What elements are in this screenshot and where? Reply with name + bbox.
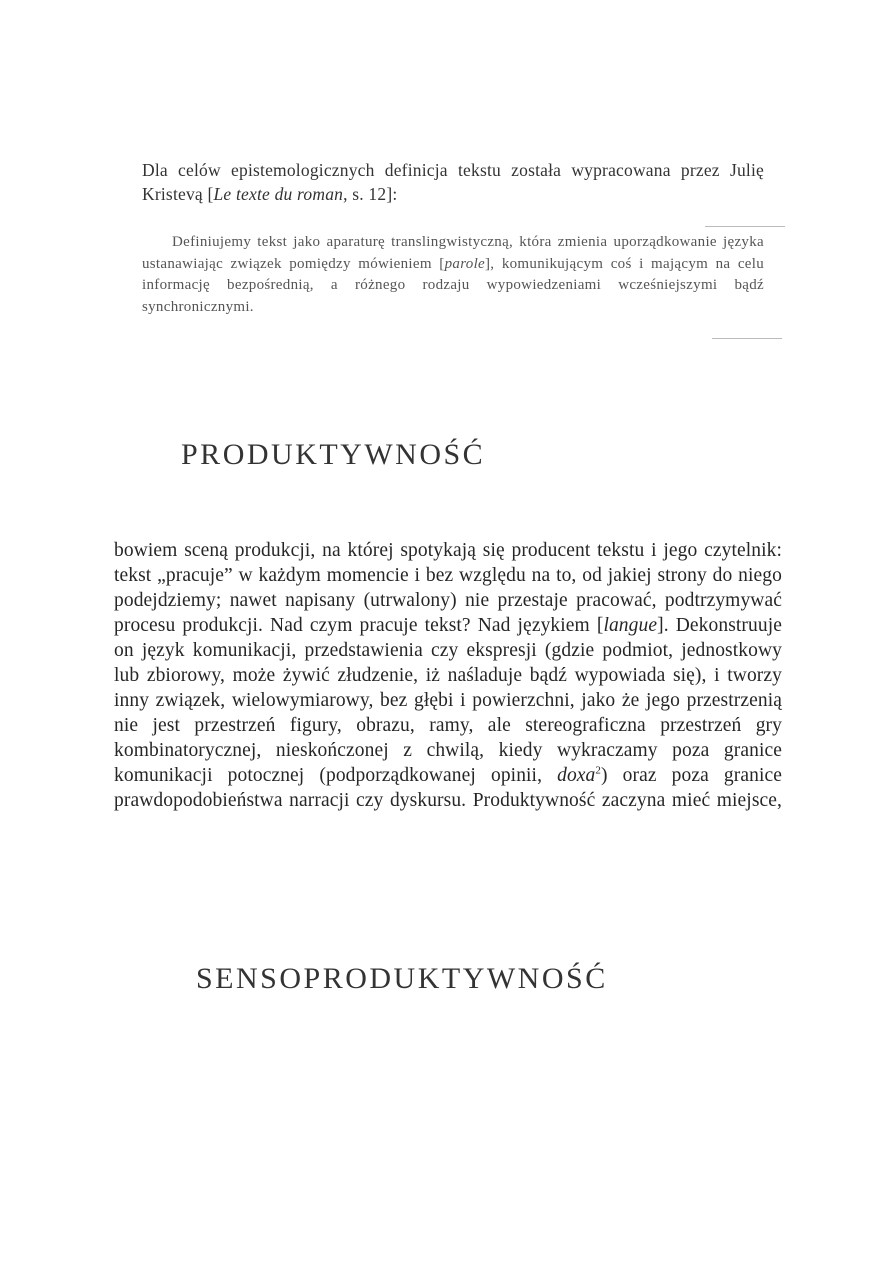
- body-text: [114, 538, 782, 813]
- body-part-3: ) oraz poza granice prawdopodobieństwa narracji czy dyskursu. Produktywność zaczyna mieć miejsce,: [114, 765, 782, 811]
- intro-text: [142, 158, 764, 206]
- intro-text-part-1: Dla celów epistemologicznych definicja tekstu została wypracowana przez Julię Kristevą [: [142, 160, 764, 204]
- quote-part-1: Definiujemy tekst jako aparaturę translingwistyczną, która zmienia uporządkowanie języka ustanawiając związek pomiędzy mówieniem [: [142, 234, 764, 272]
- body-paragraph: [114, 538, 782, 813]
- book-title: Le texte du roman: [213, 184, 344, 204]
- heading-sensoproduktywnosc: SENSOPRODUKTYWNOŚĆ: [196, 962, 608, 995]
- quote-part-2: ], komunikującym coś i mającym na celu informację bezpośrednią, a różnego rodzaju wypowiedzeniami wcześniejszymi bądź synchronicznymi.: [142, 255, 764, 315]
- body-part-2: ]. Dekonstruuje on język komunikacji, przedstawienia czy ekspresji (gdzie podmiot, jednostkowy lub zbiorowy, może żywić złudzenie, iż naśladuje bądź wypowiada się), i tworzy inny związek, wielowymiarowy, bez głębi i powierzchni, jako że jego przestrzenią nie jest przestrzeń figury, obrazu, ramy, ale stereograficzna przestrzeń gry kombinatorycznej, nieskończonej z chwilą, kiedy wykraczamy poza granice komunikacji potocznej (podporządkowanej opinii,: [114, 615, 782, 786]
- quote-text: [142, 232, 764, 318]
- heading-produktywnosc: PRODUKTYWNOŚĆ: [181, 438, 486, 471]
- quote-term-parole: parole: [444, 255, 485, 272]
- faint-rule-bottom: [712, 338, 782, 339]
- faint-rule-top: [705, 226, 785, 227]
- block-quote: [142, 232, 764, 318]
- footnote-marker: 2: [595, 764, 602, 777]
- intro-text-part-2: , s. 12]:: [343, 184, 398, 204]
- intro-paragraph: [142, 158, 764, 206]
- body-part-1: bowiem sceną produkcji, na której spotykają się producent tekstu i jego czytelnik: tekst „pracuje” w każdym momencie i bez względu na to, od jakiej strony do niego podejdziemy; nawet napisany (utrwalony) nie przestaje pracować, podtrzymywać procesu produkcji. Nad czym pracuje tekst? Nad językiem [: [114, 540, 782, 636]
- body-term-langue: langue: [603, 615, 658, 636]
- body-term-doxa: doxa: [557, 765, 596, 786]
